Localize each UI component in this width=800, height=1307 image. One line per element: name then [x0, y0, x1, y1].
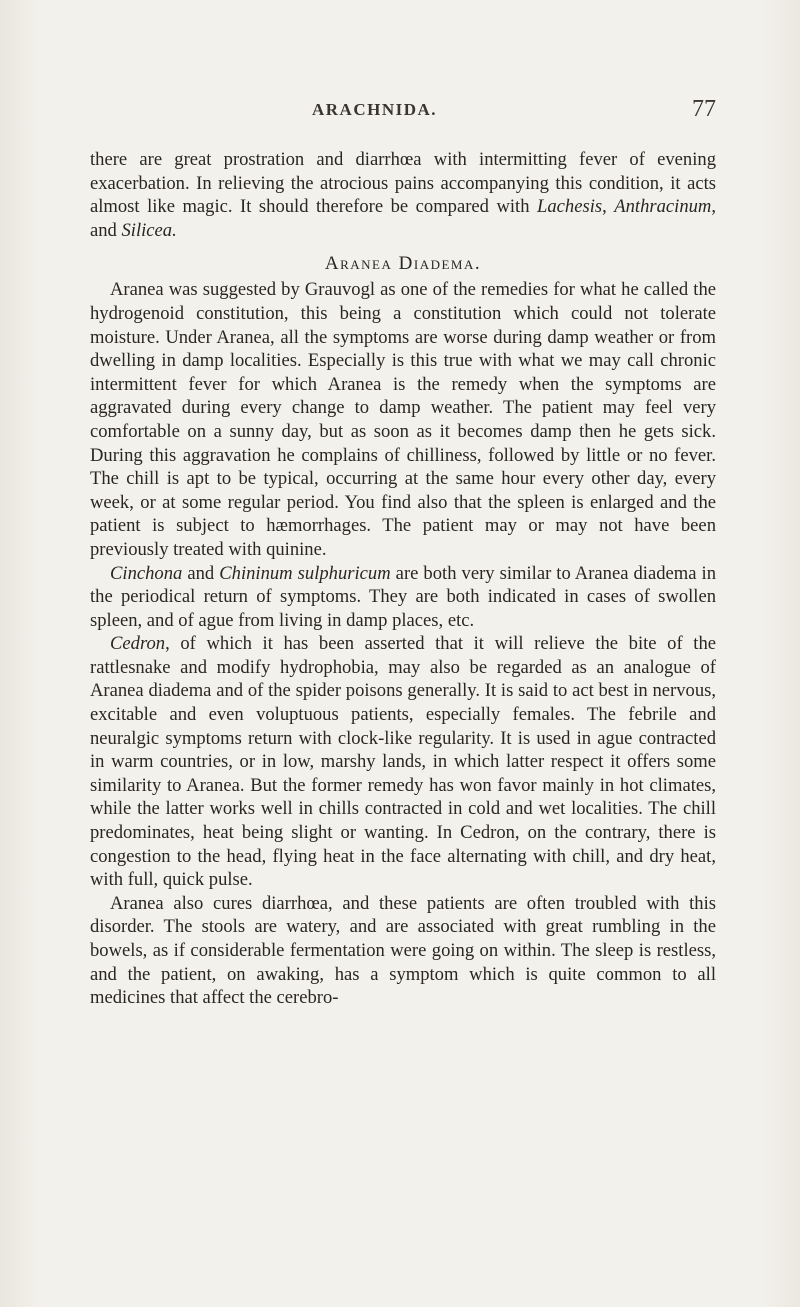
section-heading: Aranea Diadema. — [324, 253, 482, 275]
remedy-name-lachesis: Lachesis — [537, 196, 603, 218]
paragraph-text: , — [602, 196, 615, 218]
body-text — [90, 148, 716, 1010]
paragraph-cedron — [90, 632, 716, 892]
paragraph-diarrhoea — [90, 892, 716, 1010]
paragraph-text: are both very similar to Aranea diadema in the periodical return of symptoms. They are both indicated in cases of swollen spleen, and of ague from living in damp places, etc. — [90, 562, 716, 631]
remedy-name-silicea: Silicea. — [121, 219, 177, 241]
paragraph-continuation — [90, 148, 716, 242]
paragraph-text: Aranea was suggested by Grauvogl as one of the remedies for what he called the hydrogenoid constitution, this being a constitution which could not tolerate moisture. Under Aranea, all the symptoms are worse during damp weather or from dwelling in damp localities. Especially is this true with what we may call chronic intermittent fever for which Aranea is the remedy when the symptoms are aggravated during every change to damp weather. The patient may feel very comfortable on a sunny day, but as soon as it becomes damp then he gets sick. During this aggravation he complains of chilliness, followed by little or no fever. The chill is apt to be typical, occurring at the same hour every other day, every week, or at some regular period. You find also that the spleen is enlarged and the patient is subject to hæmorrhages. The patient may or may not have been previously treated with quinine. — [90, 279, 716, 560]
paragraph-text: there are great prostration and diarrhœa with intermitting fever of evening exacerbation. In relieving the atrocious pains accompanying this condition, it acts almost like magic. It should therefore be compared with — [90, 149, 716, 218]
remedy-name-cinchona: Cinchona — [110, 562, 183, 584]
running-title: ARACHNIDA. — [312, 100, 438, 119]
paragraph-text: Aranea also cures diarrhœa, and these patients are often troubled with this disorder. The stools are watery, and are associated with great rumbling in the bowels, as if considerable fermentation were going on within. The sleep is restless, and the patient, on awaking, has a symptom which is quite common to all medicines that affect the cerebro- — [90, 892, 716, 1009]
paragraph-aranea-intro — [90, 278, 716, 561]
paragraph-text: and — [182, 562, 220, 584]
running-head — [90, 96, 716, 126]
paragraph-text: , and — [90, 196, 716, 241]
paragraph-text: , of which it has been asserted that it will relieve the bite of the rattlesnake and modify hydrophobia, may also be regarded as an analogue of Aranea diadema and of the spider poisons generally. It is said to act best in nervous, excitable and even voluptuous patients, especially females. The febrile and neuralgic symptoms return with clock-like regularity. It is used in ague contracted in warm countries, or in low, marshy lands, in which latter respect it offers some similarity to Aranea. But the former remedy has won favor mainly in hot climates, while the latter works well in chills contracted in cold and wet localities. The chill predominates, heat being slight or wanting. In Cedron, on the contrary, there is congestion to the head, flying heat in the face alternating with chill, and dry heat, with full, quick pulse. — [90, 633, 716, 891]
page-number: 77 — [692, 96, 716, 122]
remedy-name-chininum: Chininum sulphuricum — [219, 562, 391, 584]
remedy-name-cedron: Cedron — [110, 633, 166, 655]
paragraph-cinchona — [90, 562, 716, 633]
remedy-name-anthracinum: Anthracinum — [614, 196, 712, 218]
